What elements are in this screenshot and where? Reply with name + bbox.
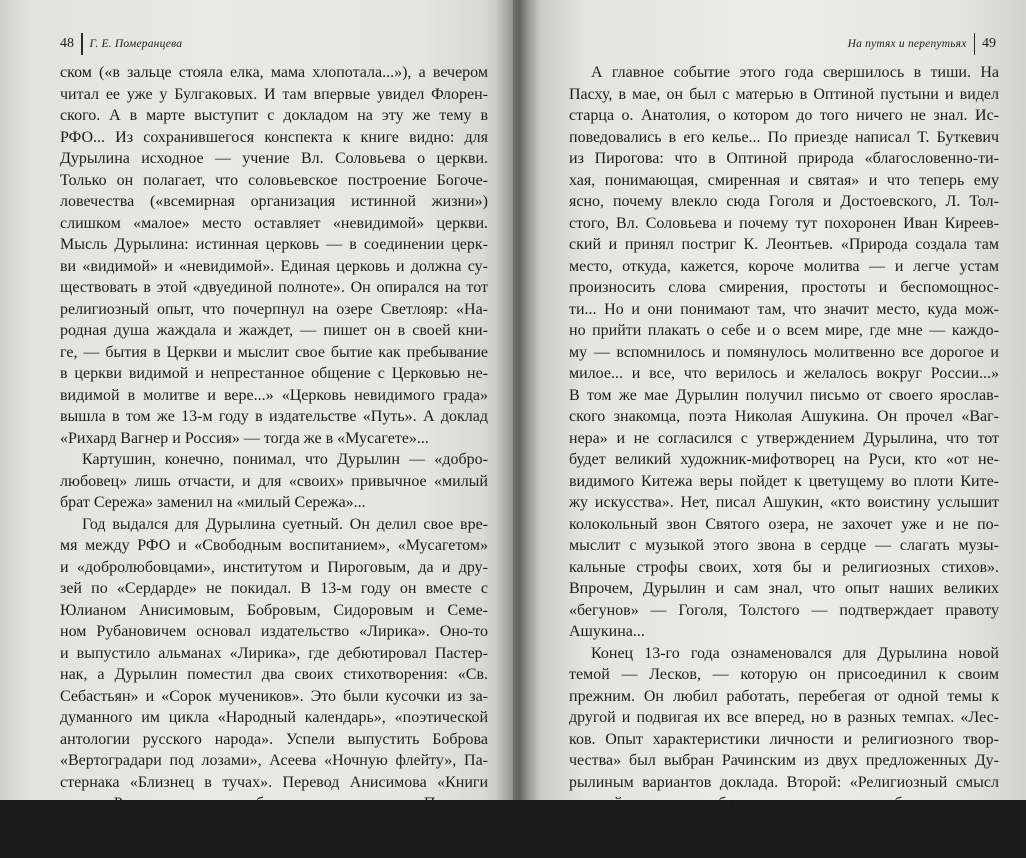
text-line: ский и принял постриг К. Леонтьев. «Природа создала там — [569, 236, 999, 253]
text-line: ществовать в этой «двуединой полноте». Он опирался на тот — [60, 279, 488, 296]
left-running-head-text: Г. Е. Померанцева — [89, 38, 183, 50]
text-line: Только он полагает, что соловьевское построение Богоче- — [60, 171, 488, 189]
text-line: ского знакомца, поэта Николая Ашукина. Он прочел «Ваг- — [569, 408, 999, 425]
text-line: видимого Китежа веры пойдет к цветущему во плоти Ките- — [569, 472, 999, 490]
text-line: из Пирогова: что в Оптиной природа «благословенно-ти- — [569, 150, 999, 167]
text-line: РФО... Из сохранившегося конспекта к книге видно: для — [60, 128, 488, 146]
text-line: Пасху, в мае, он был с матерью в Оптиной пустыни и видел — [569, 85, 999, 103]
text-line: ков. Опыт характеристики личности и религиозного твор- — [569, 730, 999, 748]
text-line: ского. А в марте выступит с докладом на эту же тему в — [60, 107, 488, 124]
text-line: милое... и все, что верилось и желалось вокруг России...» — [569, 365, 999, 382]
text-line: ловечества («всемирная организация истинной жизни») — [60, 193, 488, 210]
text-line: ном Рубановичем основал издательство «Лирика». Оно-то — [60, 623, 488, 640]
text-line: кальные строфы своих, хотя бы и религиозных стихов». — [569, 558, 999, 576]
text-line: «Вертоградари под лозами», Асеева «Ночную флейту», Па- — [60, 752, 488, 769]
text-line: мыслит с музыкой этого звона в сердце — слагать музы- — [569, 537, 999, 554]
text-line: стого, Вл. Соловьева и почему тут похоронен Иван Киреев- — [569, 214, 999, 232]
right-running-head — [848, 30, 996, 58]
text-line: и «добролюбовцами», институтом и Пироговым, да и дру- — [60, 558, 488, 576]
text-line: нак, а Дурылин поместил два своих стихотворения: «Св. — [60, 666, 488, 683]
text-line: и выпустило альманах «Лирика», где дебютировал Пастер- — [60, 644, 488, 662]
right-page-body — [569, 62, 999, 858]
left-running-head — [60, 30, 182, 58]
text-line: думанного им цикла «Народный календарь», «поэтической — [60, 709, 488, 726]
left-page — [0, 0, 513, 855]
text-line: но прийти плакать о себе и о всем мире, где мне — каждо- — [569, 322, 999, 339]
text-line: му — вспомнилось и помянулось молитвенно все дорогое и — [569, 343, 999, 361]
text-line: «бегунов» — Гоголя, Толстого — подтверждает правоту — [569, 601, 999, 619]
left-page-body — [60, 62, 488, 858]
text-line: ривалась близкая возможность и для Дурылина выйти с по- — [60, 816, 488, 834]
text-line: ясно, почему влекло сюда Гоголя и Достоевского, Л. Тол- — [569, 193, 999, 210]
text-line: произносить слова смирения, простоты и беспомощнос- — [569, 279, 999, 296]
text-line: В том же мае Дурылин получил письмо от своего ярослав- — [569, 386, 999, 404]
text-line: в церкви видимой и непрестанное общение с Церковью не- — [60, 365, 488, 382]
text-line: прежним. Он любил работать, перебегая от одной темы к — [569, 687, 999, 705]
text-line: видимой в молитве и вере...» «Церковь невидимого града» — [60, 386, 488, 404]
text-line: Мысль Дурылина: истинная церковь — в соединении церк- — [60, 236, 488, 253]
text-line: место, откуда, кажется, короче молитва — и легче устам — [569, 257, 999, 275]
text-line: старца о. Анатолия, о котором до того ничего не знал. Ис- — [569, 107, 999, 124]
text-line: чества» был выбран Рачинским из двух предложенных Ду- — [569, 752, 999, 769]
text-line: брат Сережа» заменил на «милый Сережа»... — [60, 494, 366, 511]
text-line: «Рихард Вагнер и Россия» — тогда же в «Мусагете»... — [60, 429, 429, 447]
text-line: антологии русского народа». Успели выпустить Боброва — [60, 730, 488, 748]
text-line: родная душа жаждала и жаждет, — пишет он в своей кни- — [60, 322, 488, 339]
text-line: религиозный опыт, что почерпнул на озере Светлояр: «На- — [60, 300, 488, 318]
left-head-rule — [81, 33, 83, 55]
text-line: ти... Но и они понимают там, что значит место, куда мож- — [569, 300, 999, 318]
text-line: уведет в археологию. Сообщая о том Дурылину, Рачинский — [569, 816, 999, 834]
text-line: мя между РФО и «Свободным воспитанием», «Мусагетом» — [60, 537, 488, 554]
right-page — [513, 0, 1026, 855]
text-line: этическим сборником... — [60, 838, 221, 855]
text-line: писал: «Зато тема о Лескове высоко соблазнительна! Он во- — [569, 838, 999, 855]
text-line: колокольный звон Святого озера, не захочет уже и не по- — [569, 515, 999, 533]
text-line: Себастьян» и «Сорок мучеников». Это были кусочки из за- — [60, 687, 488, 705]
text-line: Конец 13-го года ознаменовался для Дурылина новой — [591, 644, 999, 662]
text-line: Впрочем, Дурылин и сам знал, что опыт наших великих — [569, 580, 999, 597]
text-line: рылиным вариантов доклада. Второй: «Религиозный смысл — [569, 773, 999, 791]
text-line: стернака «Близнец в тучах». Перевод Анисимова «Книги — [60, 773, 488, 791]
text-line: ге, — бытия в Церкви и мыслит свое бытие как пребывание — [60, 343, 488, 361]
text-line: хая, понимающая, смиренная и святая» и что теперь ему — [569, 171, 999, 189]
text-line: любовец» лишь отчасти, и для «своих» привычное «милый — [60, 472, 488, 490]
text-line: вышла в том же 13-м году в издательстве «Путь». А доклад — [60, 408, 488, 425]
text-line: другой и подвигая их все вперед, но в разных темпах. «Лес- — [569, 709, 999, 726]
text-line: часов» Рильке открывал собою серию переводов. Просмат- — [60, 795, 488, 812]
text-line: слишком «малое» место оставляет «невидимой» церкви. — [60, 214, 488, 232]
text-line: ском («в зальце стояла елка, мама хлопотала...»), а вечером — [60, 64, 488, 81]
text-line: нера» и не согласился с утверждением Дурылина, что тот — [569, 429, 999, 447]
left-page-number: 48 — [60, 36, 74, 51]
right-head-rule — [974, 33, 976, 55]
text-line: зей по «Сердарде» не покидал. В 13-м году он вместе с — [60, 580, 488, 597]
text-line: А главное событие этого года свершилось в тиши. На — [591, 64, 999, 81]
text-line: русской иконописи» был отвергнут им из-за боязни, что он — [569, 795, 999, 812]
text-line: жу искусства». Нет, писал Ашукин, «кто воистину услышит — [569, 494, 999, 511]
text-line: темой — Лесков, — которую он присоединил к своим — [569, 666, 999, 683]
text-line: Юлианом Анисимовым, Бобровым, Сидоровым и Семе- — [60, 601, 488, 619]
text-line: читал ее уже у Булгаковых. И там впервые увидел Флорен- — [60, 85, 488, 103]
right-page-number: 49 — [982, 36, 996, 51]
text-line: Дурылина исходное — учение Вл. Соловьева о церкви. — [60, 150, 488, 167]
text-line: Ашукина... — [569, 623, 645, 640]
text-line: Год выдался для Дурылина суетный. Он делил свое вре- — [82, 515, 488, 533]
text-line: ви «видимой» и «невидимой». Единая церковь и должна су- — [60, 257, 488, 275]
text-line: будет великий художник-мифотворец на Руси, кто «от не- — [569, 451, 999, 468]
text-line: Картушин, конечно, понимал, что Дурылин — «добро- — [82, 451, 488, 468]
text-line: поведовались в его келье... По приезде написал Т. Буткевич — [569, 128, 999, 146]
right-running-head-text: На путях и перепутьях — [847, 38, 967, 50]
